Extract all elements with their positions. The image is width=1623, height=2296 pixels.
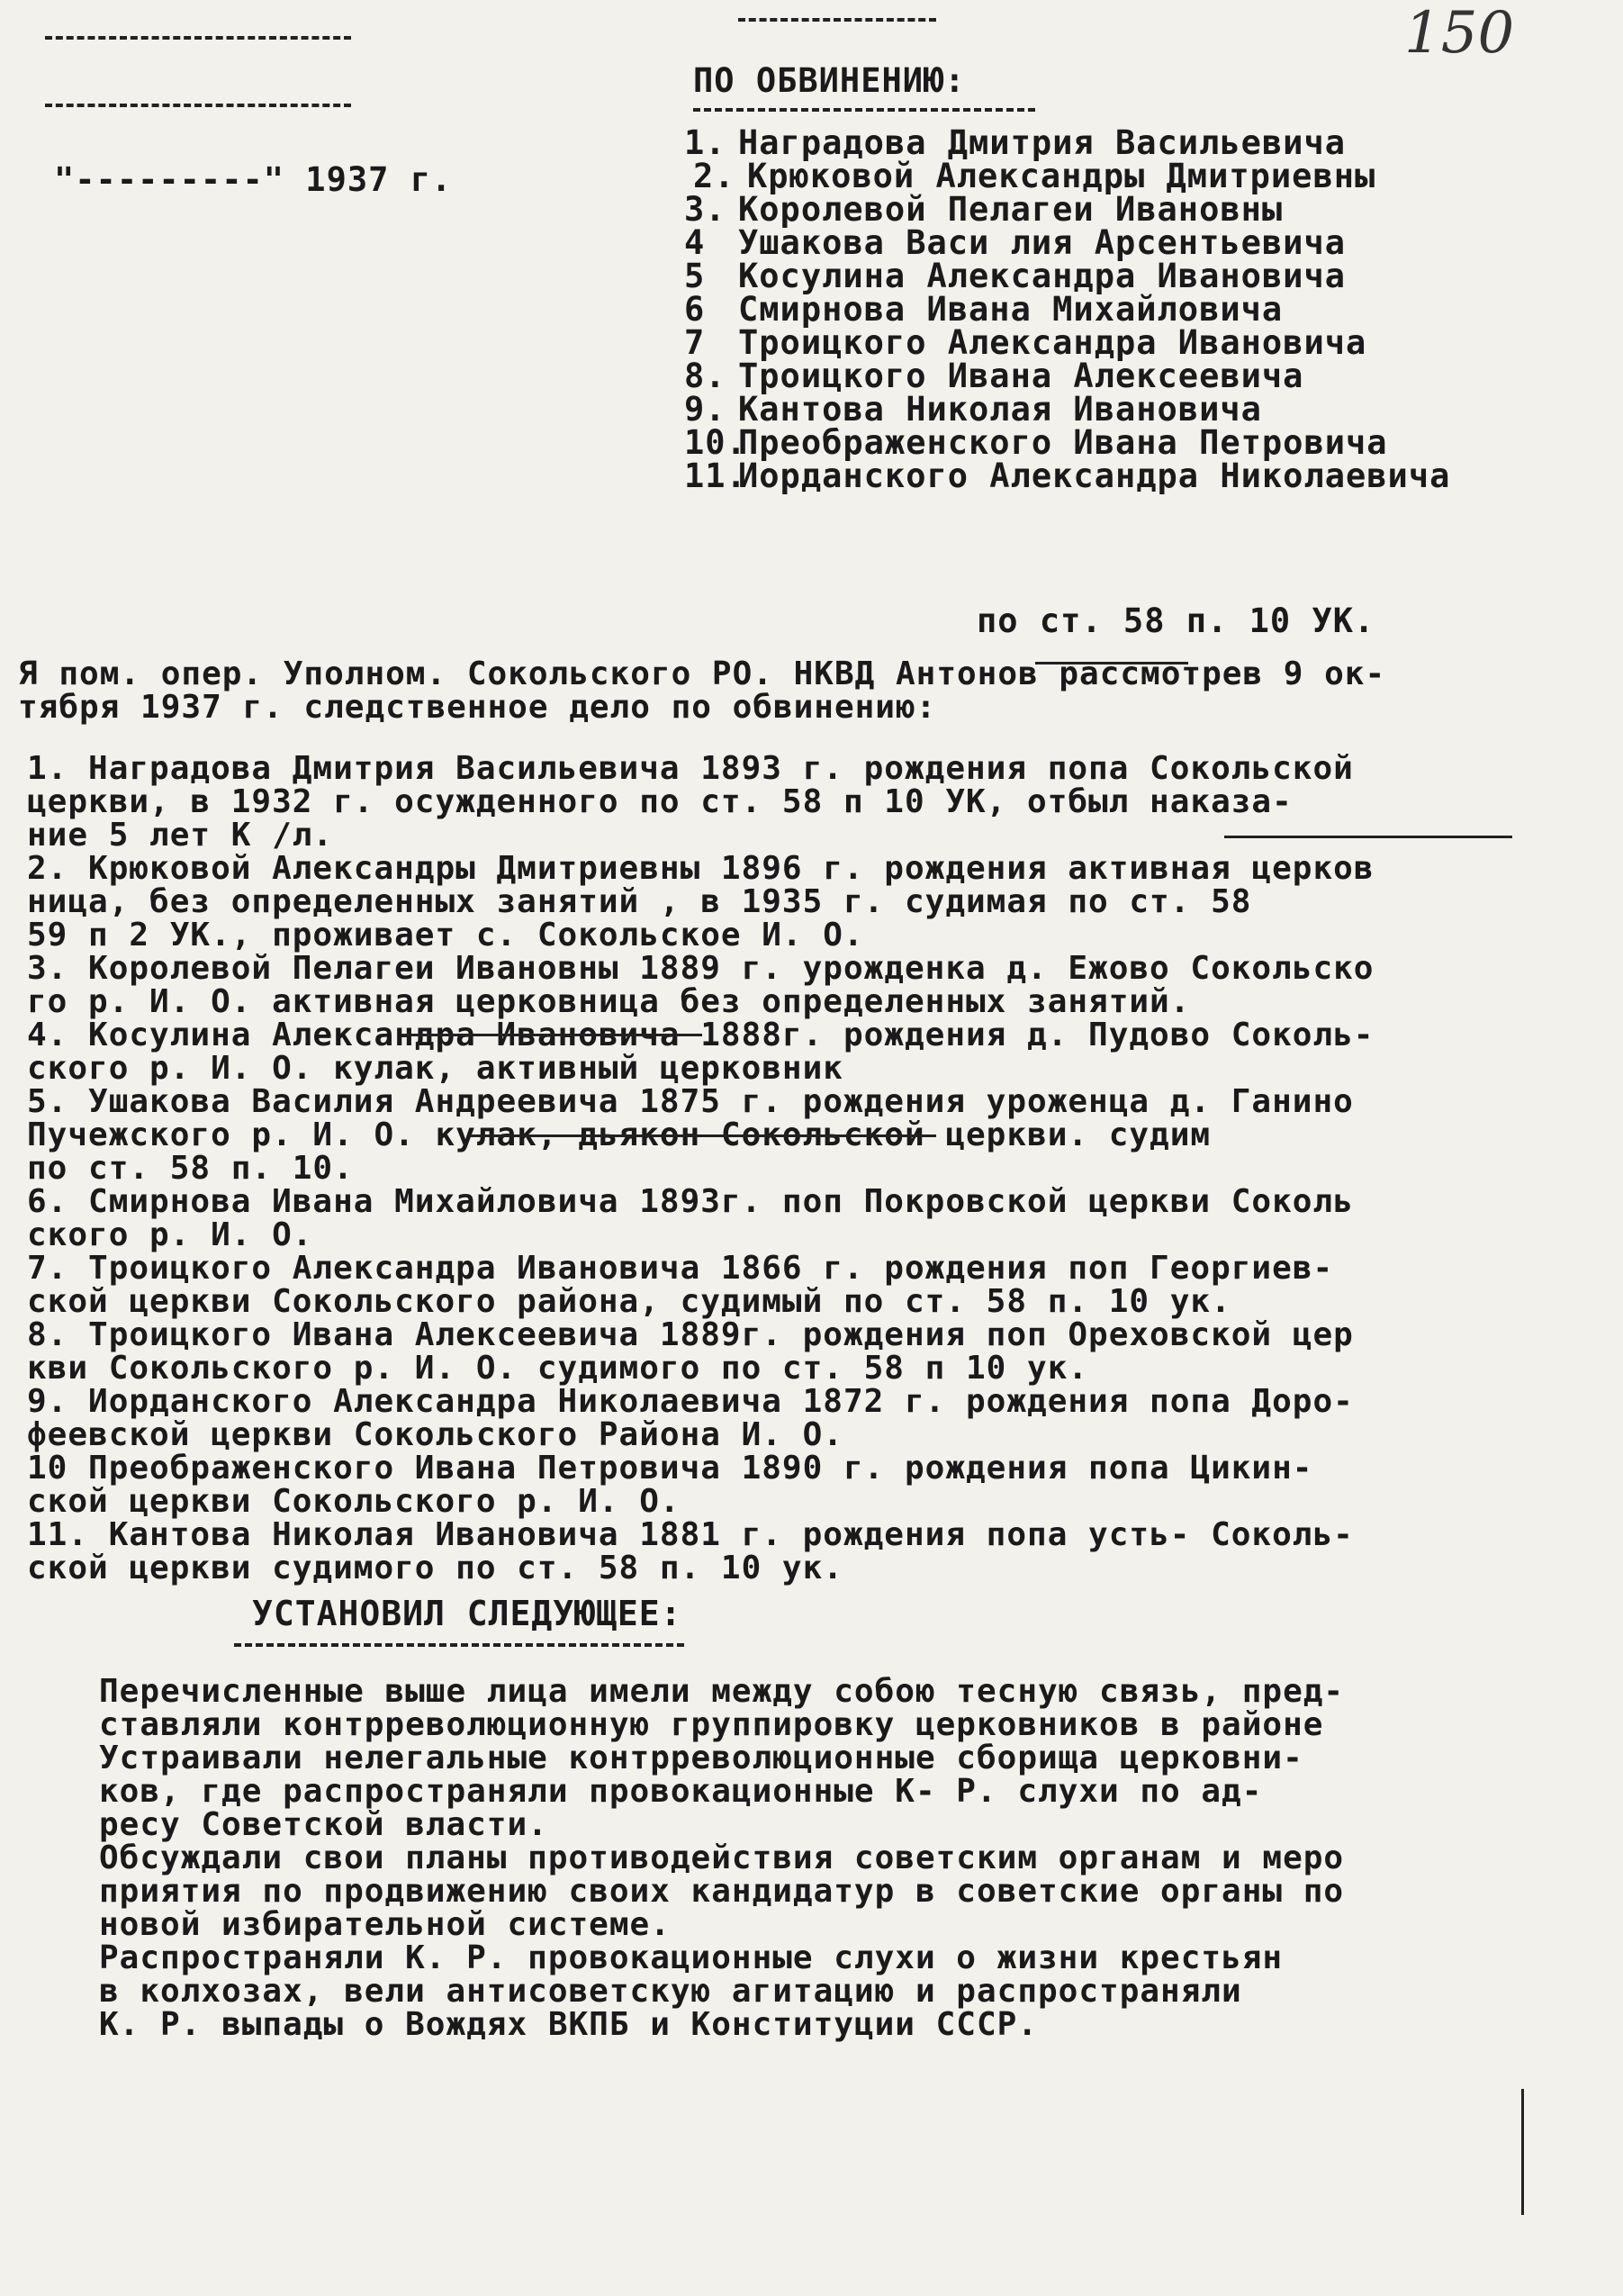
detail-line: 11. Кантова Николая Ивановича 1881 г. рождения попа усть- Соколь-	[27, 1516, 1354, 1553]
established-line: Устраивали нелегальные контрреволюционные сборища церковни-	[99, 1740, 1303, 1776]
accused-item: 5 Косулина Александра Ивановича	[684, 257, 1347, 295]
document-date: "---------" 1937 г.	[54, 160, 453, 199]
established-underline	[234, 1643, 684, 1647]
detail-line: церкви, в 1932 г. осужденного по ст. 58 п 10 УК, отбыл наказа-	[27, 783, 1293, 820]
accused-list	[684, 123, 1451, 495]
intro-paragraph	[18, 657, 1566, 724]
accused-details	[27, 752, 1575, 1585]
handwritten-underline	[1224, 836, 1512, 838]
established-line: Перечисленные выше лица имели между собою тесную связь, пред-	[99, 1673, 1345, 1710]
accused-title-underline	[693, 108, 1035, 112]
page-number: 150	[1404, 0, 1515, 67]
detail-line: 7. Троицкого Александра Ивановича 1866 г. рождения поп Георгиев-	[27, 1250, 1334, 1287]
detail-line: 59 п 2 УК., проживает с. Сокольское И. О.	[27, 917, 864, 954]
detail-line: 9. Иорданского Александра Николаевича 1872 г. рождения попа Доро-	[27, 1383, 1354, 1420]
established-line: ков, где распространяли провокационные К- Р. слухи по ад-	[99, 1773, 1263, 1810]
accused-item: 3. Королевой Пелагеи Ивановны	[684, 190, 1284, 229]
detail-line: Пучежского р. И. О. кулак, дьякон Сокольской церкви. судим	[27, 1116, 1212, 1153]
detail-line: по ст. 58 п. 10.	[27, 1150, 354, 1187]
accused-title: ПО ОБВИНЕНИЮ:	[693, 61, 966, 100]
top-dash-center	[738, 18, 936, 22]
detail-line: ской церкви судимого по ст. 58 п. 10 ук.	[27, 1550, 843, 1586]
accused-item: 1. Наградова Дмитрия Васильевича	[684, 123, 1347, 162]
detail-line: 10 Преображенского Ивана Петровича 1890 г. рождения попа Цикин-	[27, 1450, 1313, 1487]
accused-item: 6 Смирнова Ивана Михайловича	[684, 290, 1284, 329]
established-line: Распространяли К. Р. провокационные слухи о жизни крестьян	[99, 1939, 1284, 1976]
detail-line: 4. Косулина Александра Ивановича 1888г. рождения д. Пудово Соколь-	[27, 1017, 1375, 1053]
accused-item: 10.Преображенского Ивана Петровича	[684, 423, 1388, 462]
detail-line: 8. Троицкого Ивана Алексеевича 1889г. рождения поп Ореховской цер	[27, 1316, 1354, 1353]
established-line: Обсуждали свои планы противодействия советским органам и меро	[99, 1840, 1345, 1876]
detail-line: го р. И. О. активная церковница без определенных занятий.	[27, 983, 1191, 1020]
handwritten-underline	[405, 1034, 702, 1036]
accused-item: 7 Троицкого Александра Ивановича	[684, 323, 1367, 362]
handwritten-underline	[1035, 662, 1188, 664]
established-line: ресу Советской власти.	[99, 1806, 548, 1843]
article-reference: по ст. 58 п. 10 УК.	[977, 601, 1375, 640]
detail-line: 3. Королевой Пелагеи Ивановны 1889 г. урожденка д. Ежово Сокольско	[27, 950, 1375, 987]
detail-line: кви Сокольского р. И. О. судимого по ст. 58 п 10 ук.	[27, 1350, 1089, 1387]
detail-line: феевской церкви Сокольского Района И. О.	[27, 1416, 843, 1453]
detail-line: ние 5 лет К /л.	[27, 817, 334, 854]
established-line: новой избирательной системе.	[99, 1906, 671, 1943]
established-line: ставляли контрреволюционную группировку церковников в районе	[99, 1706, 1324, 1743]
detail-line: ского р. И. О.	[27, 1216, 313, 1253]
detail-line: ского р. И. О. кулак, активный церковник	[27, 1050, 843, 1087]
accused-item: 9. Кантова Николая Ивановича	[684, 390, 1262, 429]
accused-item: 4 Ушакова Васи лия Арсентьевича	[684, 223, 1347, 262]
established-title: УСТАНОВИЛ СЛЕДУЮЩЕЕ:	[252, 1594, 682, 1633]
detail-line: ница, без определенных занятий , в 1935 г. судимая по ст. 58	[27, 883, 1252, 920]
established-line: К. Р. выпады о Вождях ВКПБ и Конституции СССР.	[99, 2006, 1038, 2043]
intro-line: Я пом. опер. Уполном. Сокольского РО. НКВД Антонов рассмотрев 9 ок-	[18, 655, 1386, 692]
accused-item: 8. Троицкого Ивана Алексеевича	[684, 357, 1304, 395]
detail-line: 5. Ушакова Василия Андреевича 1875 г. рождения уроженца д. Ганино	[27, 1083, 1354, 1120]
handwritten-underline	[468, 1134, 936, 1137]
top-dash-left-2	[45, 104, 351, 107]
detail-line: 2. Крюковой Александры Дмитриевны 1896 г. рождения активная церков	[27, 850, 1375, 887]
established-line: в колхозах, вели антисоветскую агитацию и распространяли	[99, 1973, 1242, 2010]
margin-bracket	[1521, 2089, 1524, 2215]
intro-line: тября 1937 г. следственное дело по обвинению:	[18, 689, 937, 726]
detail-line: 6. Смирнова Ивана Михайловича 1893г. поп Покровской церкви Соколь	[27, 1183, 1354, 1220]
detail-line: ской церкви Сокольского р. И. О.	[27, 1483, 681, 1520]
established-line: приятия по продвижению своих кандидатур в советские органы по	[99, 1873, 1345, 1910]
accused-item: 2. Крюковой Александры Дмитриевны	[693, 157, 1376, 195]
top-dash-left-1	[45, 36, 351, 40]
established-paragraph	[99, 1675, 1539, 2041]
detail-line: 1. Наградова Дмитрия Васильевича 1893 г. рождения попа Сокольской	[27, 750, 1354, 787]
accused-item: 11.Иорданского Александра Николаевича	[684, 456, 1451, 495]
detail-line: ской церкви Сокольского района, судимый по ст. 58 п. 10 ук.	[27, 1283, 1231, 1320]
